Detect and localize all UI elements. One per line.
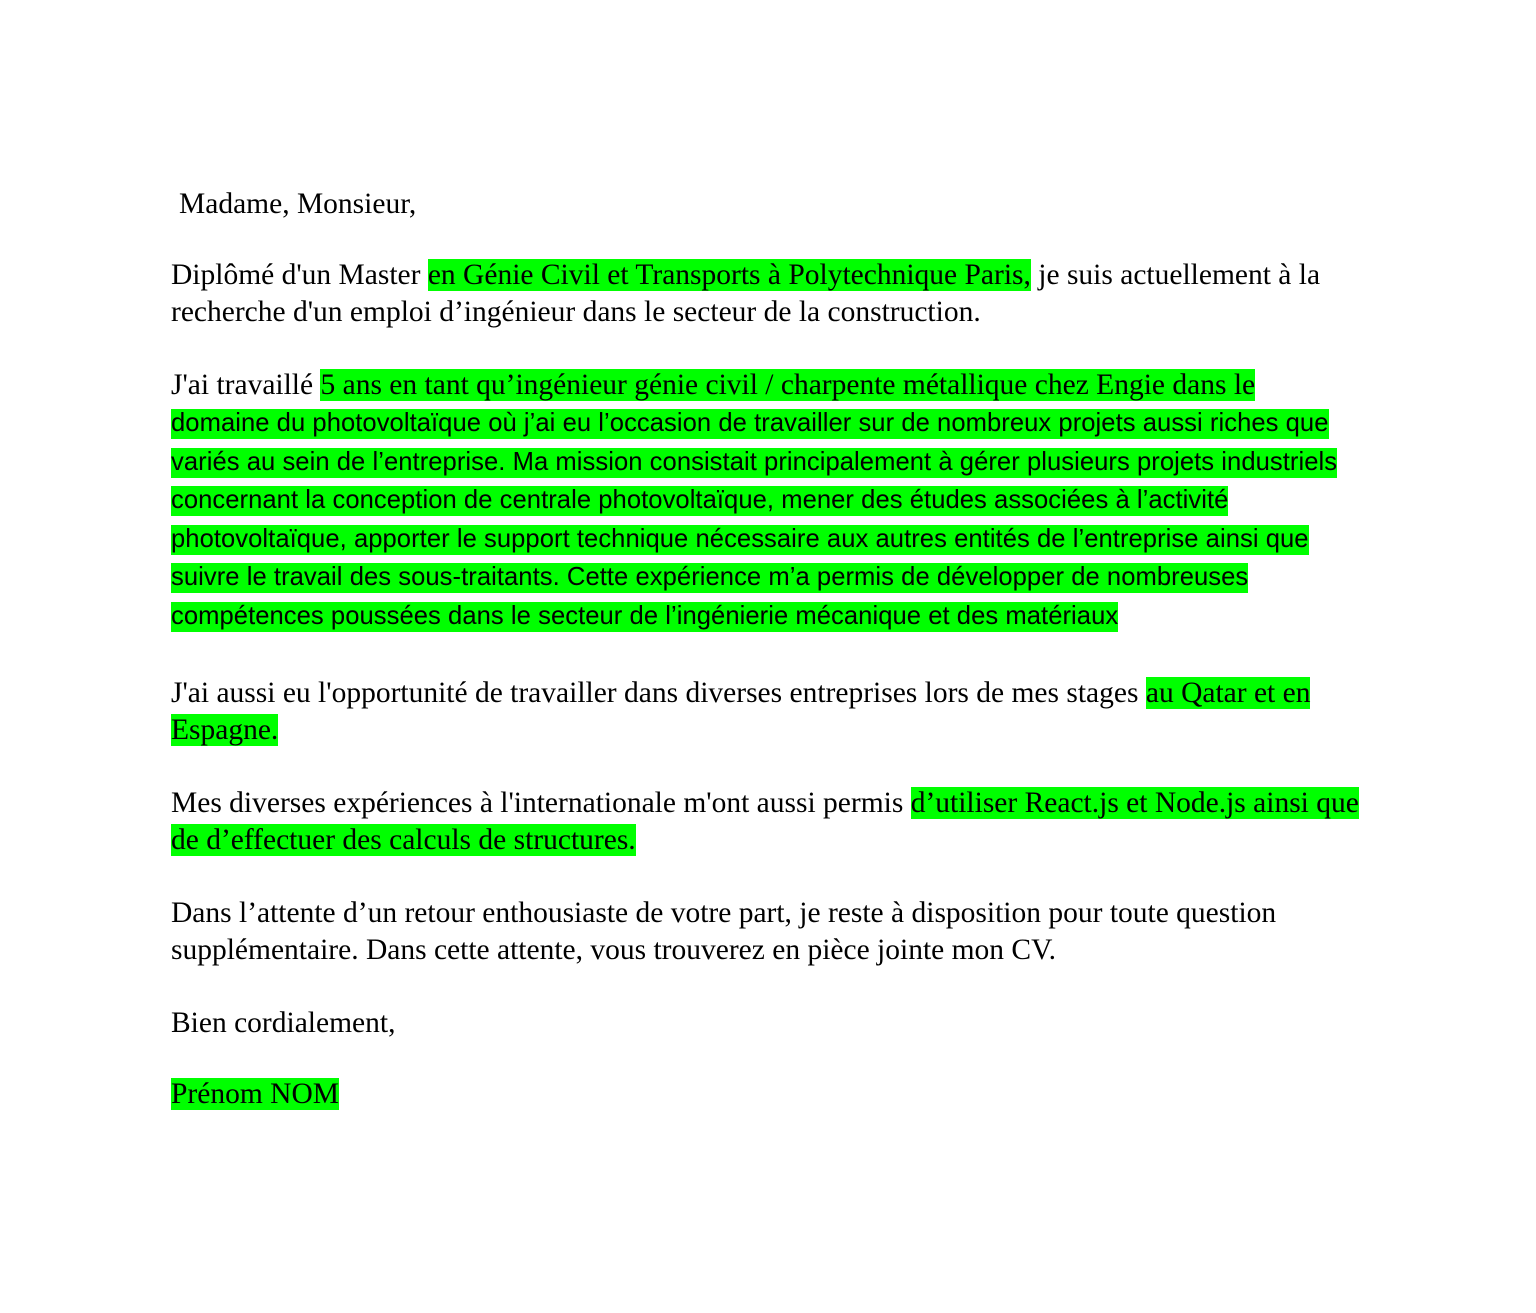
skills-highlight: d’utiliser React.js et Node.js ainsi que de d’effectuer des calculs de structures. xyxy=(171,787,1359,856)
signature-name: Prénom NOM xyxy=(171,1078,339,1110)
closing: Bien cordialement, xyxy=(171,1007,396,1039)
paragraph-education xyxy=(171,257,1371,331)
education-text-start: Diplômé d'un Master xyxy=(171,259,428,291)
internships-text: J'ai aussi eu l'opportunité de travailler dans diverses entreprises lors de mes stages xyxy=(171,677,1146,709)
greeting: Madame, Monsieur, xyxy=(179,188,417,220)
experience-text-start: J'ai travaillé xyxy=(171,369,321,401)
paragraph-conclusion: Dans l’attente d’un retour enthousiaste de votre part, je reste à disposition pour toute question supplémentaire. Dans cette attente, vous trouverez en pièce jointe mon CV. xyxy=(171,897,1277,966)
paragraph-experience xyxy=(171,367,1371,635)
cover-letter xyxy=(171,186,1371,1149)
experience-first-line xyxy=(171,367,1371,404)
internships-highlight: au Qatar et en Espagne. xyxy=(171,677,1311,746)
signature xyxy=(171,1076,1371,1113)
paragraph-internships xyxy=(171,675,1371,749)
experience-highlight-details: domaine du photovoltaïque où j’ai eu l’occasion de travailler sur de nombreux projets aussi riches que variés au sein de l’entreprise. Ma mission consistait principalement à gérer plusieurs projets industriels concernant la conception de centrale photovoltaïque, mener des études associées à l’activité photovoltaïque, apporter le support technique nécessaire aux autres entités de l’entreprise ainsi que suivre le travail des sous-traitants. Cette expérience m’a permis de développer de nombreuses compétences poussées dans le secteur de l’ingénierie mécanique et des matériaux xyxy=(171,409,1338,630)
education-text-end: je suis actuellement à la recherche d'un emploi d’ingénieur dans le secteur de la construction. xyxy=(171,259,1321,328)
experience-highlight-serif: 5 ans en tant qu’ingénieur génie civil / charpente métallique chez Engie dans le xyxy=(320,369,1256,401)
paragraph-skills xyxy=(171,785,1371,859)
experience-details xyxy=(171,404,1371,635)
skills-text: Mes diverses expériences à l'internationale m'ont aussi permis xyxy=(171,787,911,819)
education-highlight: en Génie Civil et Transports à Polytechnique Paris, xyxy=(427,259,1031,291)
